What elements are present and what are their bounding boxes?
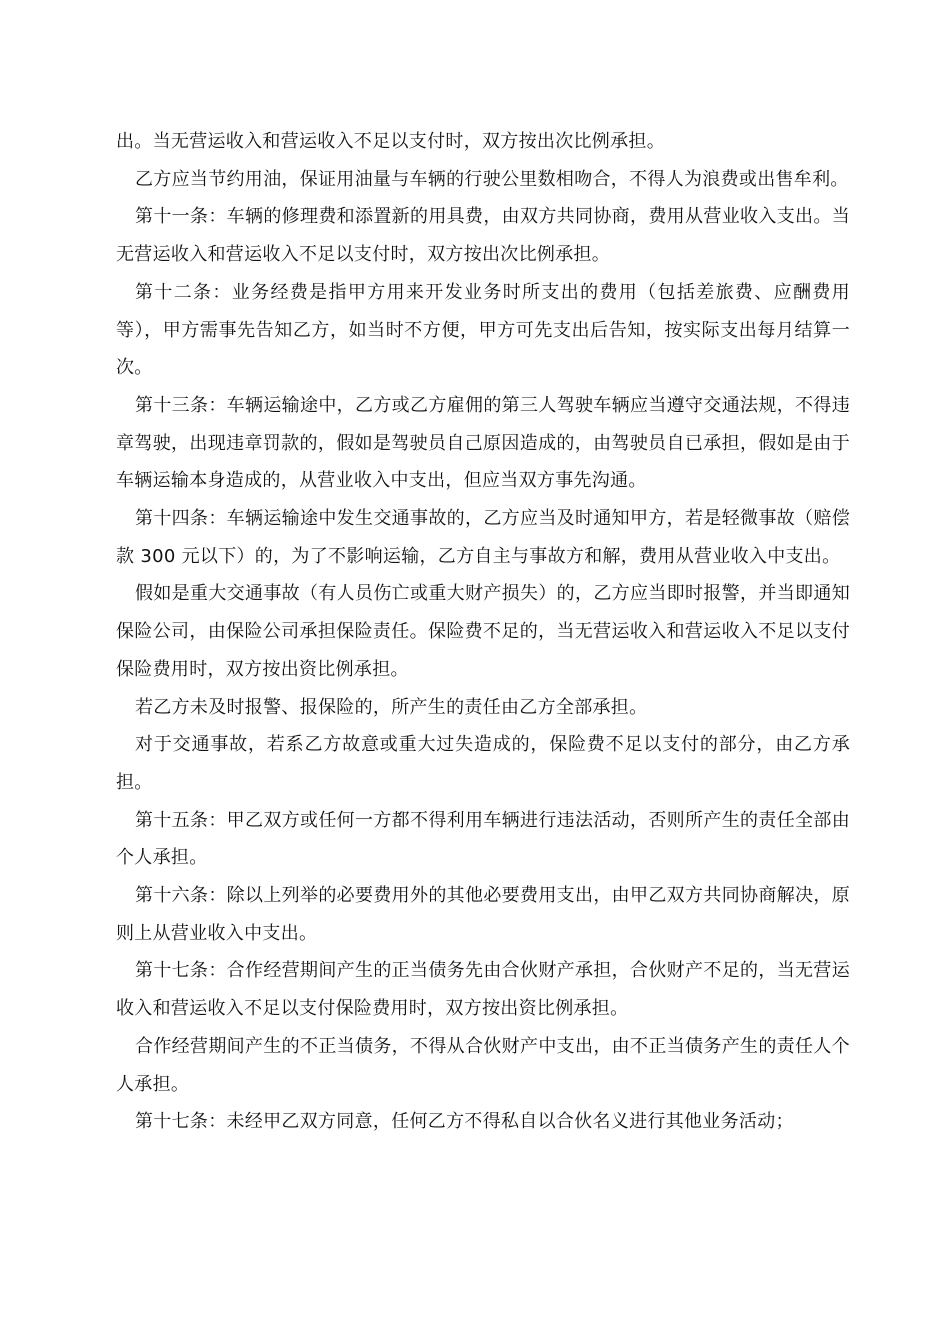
paragraph-article-17: 第十七条：合作经营期间产生的正当债务先由合伙财产承担，合伙财产不足的，当无营运收入和营运收入不足以支付保险费用时，双方按出资比例承担。	[116, 960, 850, 1020]
paragraph-article-16: 第十六条：除以上列举的必要费用外的其他必要费用支出，由甲乙双方共同协商解决，原则上从营业收入中支出。	[116, 885, 850, 944]
paragraph-intentional-fault: 对于交通事故，若系乙方故意或重大过失造成的，保险费不足以支付的部分，由乙方承担。	[116, 734, 850, 793]
paragraph-article-13: 第十三条：车辆运输途中，乙方或乙方雇佣的第三人驾驶车辆应当遵守交通法规，不得违章驾驶，出现违章罚款的，假如是驾驶员自己原因造成的，由驾驶员自已承担，假如是由于车辆运输本身造成的，从营业收入中支出，但应当双方事先沟通。	[116, 394, 850, 492]
paragraph-improper-debt: 合作经营期间产生的不正当债务，不得从合伙财产中支出，由不正当债务产生的责任人个人承担。	[116, 1035, 850, 1095]
paragraph-continuation: 出。当无营运收入和营运收入不足以支付时，双方按出次比例承担。	[116, 131, 665, 152]
paragraph-late-report: 若乙方未及时报警、报保险的，所产生的责任由乙方全部承担。	[135, 696, 648, 718]
paragraph-article-12: 第十二条：业务经费是指甲方用来开发业务时所支出的费用（包括差旅费、应酬费用等），甲方需事先告知乙方，如当时不方便，甲方可先支出后告知，按实际支出每月结算一次。	[116, 281, 850, 379]
paragraph-major-accident: 假如是重大交通事故（有人员伤亡或重大财产损失）的，乙方应当即时报警，并当即通知保险公司，由保险公司承担保险责任。保险费不足的，当无营运收入和营运收入不足以支付保险费用时，双方按出资比例承担。	[116, 583, 850, 680]
document-body	[116, 123, 850, 1141]
paragraph-article-17-repeat: 第十七条：未经甲乙双方同意，任何乙方不得私自以合伙名义进行其他业务活动；	[135, 1111, 794, 1133]
paragraph-article-11: 第十一条：车辆的修理费和添置新的用具费，由双方共同协商，费用从营业收入支出。当无营运收入和营运收入不足以支付时，双方按出次比例承担。	[116, 206, 850, 266]
paragraph-article-14: 第十四条：车辆运输途中发生交通事故的，乙方应当及时通知甲方，若是轻微事故（赔偿款 300 元以下）的，为了不影响运输，乙方自主与事故方和解，费用从营业收入中支出。	[116, 508, 850, 567]
paragraph-fuel-usage: 乙方应当节约用油，保证用油量与车辆的行驶公里数相吻合，不得人为浪费或出售牟利。	[135, 168, 849, 190]
paragraph-article-15: 第十五条：甲乙双方或任何一方都不得利用车辆进行违法活动，否则所产生的责任全部由个人承担。	[116, 809, 850, 869]
